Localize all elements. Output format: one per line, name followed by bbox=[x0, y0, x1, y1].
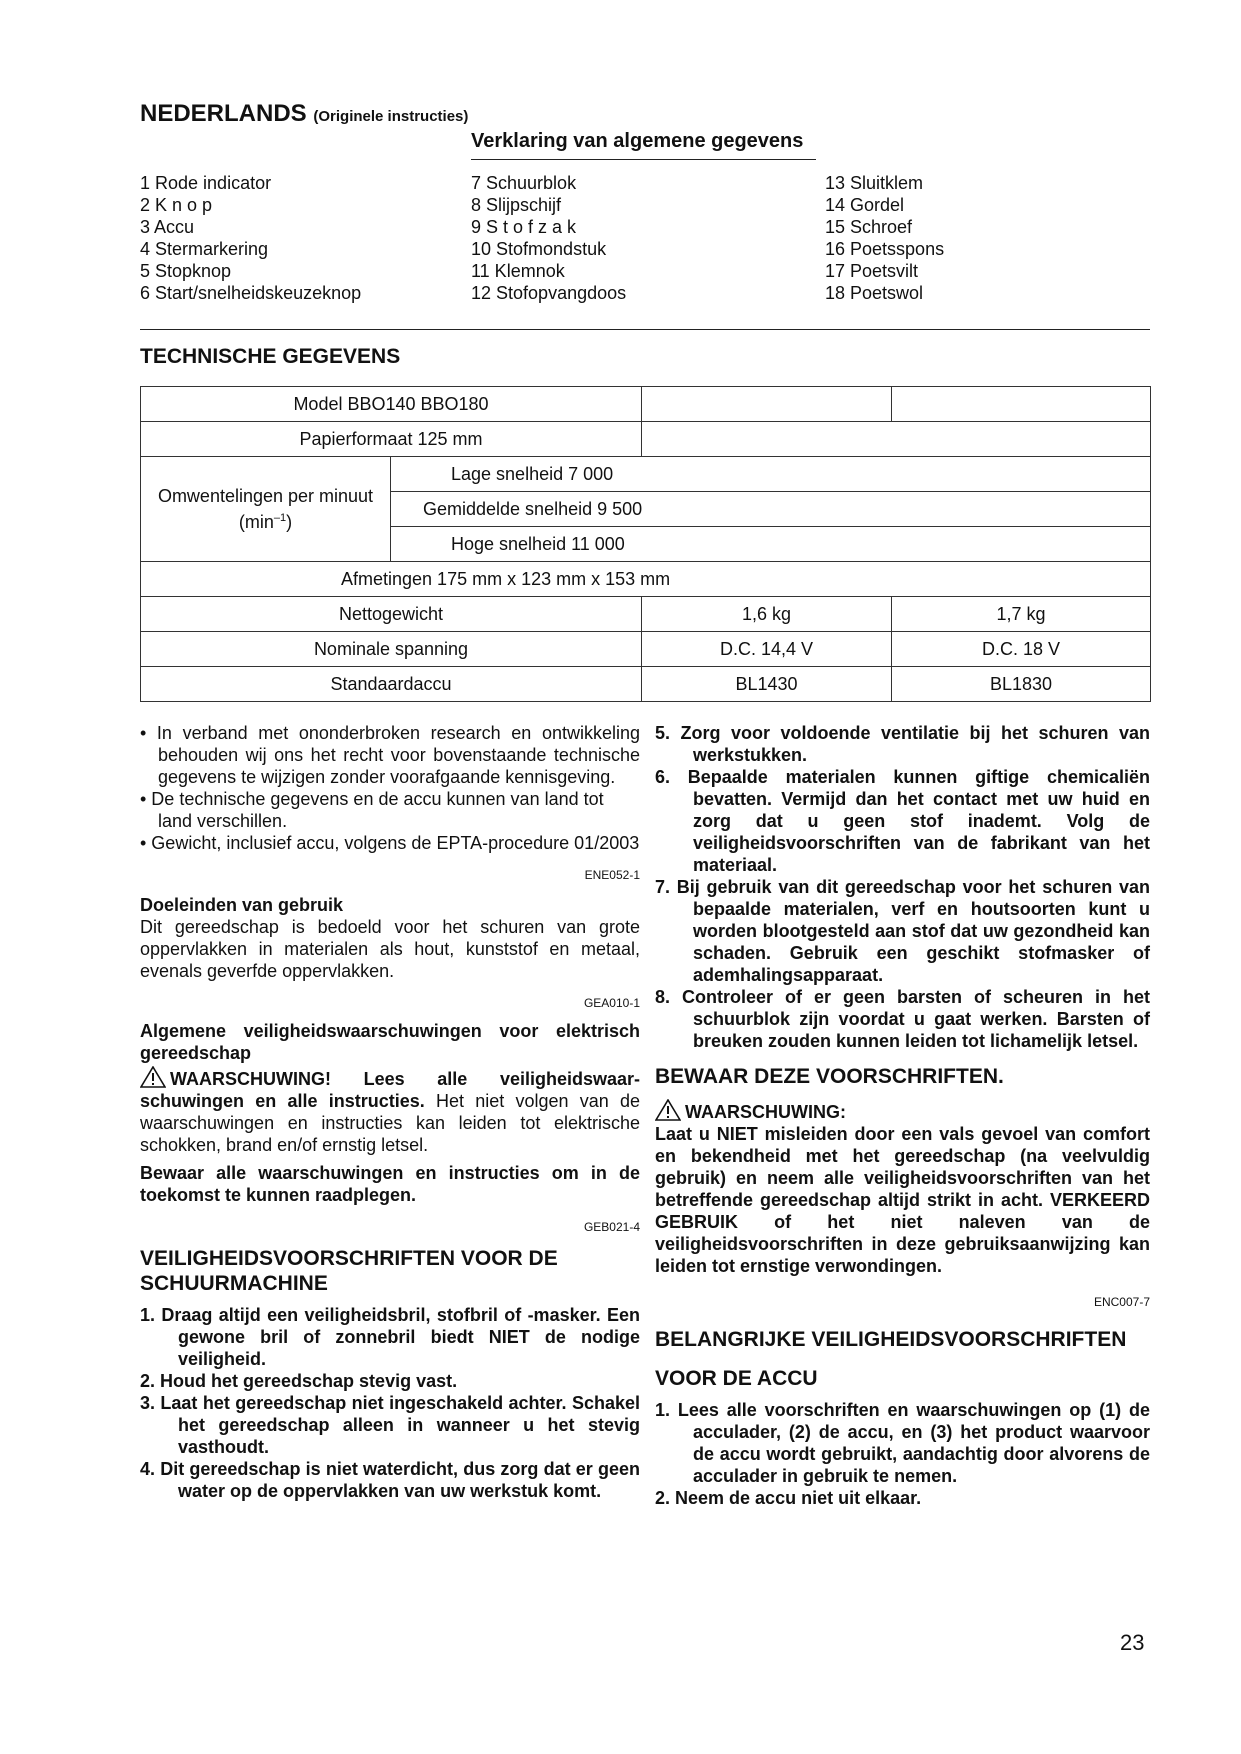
part-item: 11 Klemnok bbox=[471, 261, 565, 281]
parts-list-col-1 bbox=[140, 172, 361, 304]
list-item: 7. Bij gebruik van dit gereedschap voor het schuren van bepaalde materialen, verf en houtsoorten kunt u worden blootgesteld aan stof dat uw gezondheid kan schaden. Gebruik een geschikt stofmasker of ademhalingsapparaat. bbox=[655, 877, 1150, 985]
table-row bbox=[141, 597, 1151, 632]
table-row bbox=[141, 562, 1151, 597]
general-warning bbox=[140, 1066, 640, 1156]
sander-safety-heading: VEILIGHEIDSVOORSCHRIFTEN VOOR DE SCHUURMACHINE bbox=[140, 1247, 558, 1295]
spec-voltage-2: D.C. 18 V bbox=[892, 632, 1151, 667]
keep-instructions: Bewaar alle waarschuwingen en instructies om in de toekomst te kunnen raadplegen. bbox=[140, 1163, 640, 1205]
section-divider bbox=[140, 329, 1150, 330]
list-item: 1. Draag altijd een veiligheidsbril, stofbril of -masker. Een gewone bril of zonnebril biedt NIET de nodige veiligheid. bbox=[140, 1305, 640, 1369]
doc-code: ENC007-7 bbox=[1093, 1295, 1150, 1309]
rpm-unit: (min bbox=[238, 512, 274, 532]
part-item: 14 Gordel bbox=[825, 195, 905, 215]
part-item: 1 Rode indicator bbox=[140, 173, 272, 193]
table-row bbox=[141, 667, 1151, 702]
part-item: 8 Slijpschijf bbox=[471, 195, 562, 215]
spec-voltage-1: D.C. 14,4 V bbox=[642, 632, 892, 667]
table-row bbox=[141, 387, 1151, 422]
part-item: 18 Poetswol bbox=[825, 283, 924, 303]
save-instructions-heading: BEWAAR DEZE VOORSCHRIFTEN. bbox=[655, 1065, 1004, 1088]
use-text: Dit gereedschap is bedoeld voor het schuren van grote oppervlakken in materialen als hout, kunststof en metaal, evenals geverfde oppervlakken. bbox=[140, 917, 640, 981]
left-column bbox=[140, 722, 640, 1502]
spec-weight-1: 1,6 kg bbox=[642, 597, 892, 632]
warning-bold-text: WAARSCHUWING! Lees alle veiligheidswaar-schuwingen en alle instructies. bbox=[140, 1069, 640, 1111]
part-item: 16 Poetsspons bbox=[825, 239, 945, 259]
spec-rpm-label bbox=[141, 457, 391, 562]
language-label: NEDERLANDS bbox=[140, 100, 307, 127]
spec-dimensions: Afmetingen 175 mm x 123 mm x 153 mm bbox=[141, 562, 1151, 597]
spec-note-2: • De technische gegevens en de accu kunnen van land tot land verschillen. bbox=[140, 789, 604, 831]
spec-battery-2: BL1830 bbox=[892, 667, 1151, 702]
spec-empty-cell bbox=[642, 422, 1151, 457]
spec-low-speed: Lage snelheid 7 000 bbox=[391, 457, 1151, 492]
spec-high-speed: Hoge snelheid 11 000 bbox=[391, 527, 1151, 562]
list-item: 8. Controleer of er geen barsten of scheuren in het schuurblok zijn voordat u gaat werken. Barsten of breuken zouden kunnen leiden tot lichamelijk letsel. bbox=[655, 987, 1150, 1051]
rpm-label: Omwentelingen per minuut bbox=[157, 486, 374, 506]
warning-text: Laat u NIET misleiden door een vals gevoel van comfort en bekendheid met het gereedschap (na veelvuldig gebruik) en neem alle veiligheidsvoorschriften van het betreffende gereedschap altijd strikt in acht. VERKEERD GEBRUIK of het niet naleven van de veiligheidsvoorschriften in deze gebruiksaanwijzing kan leiden tot ernstige verwondingen. bbox=[655, 1124, 1150, 1276]
spec-voltage-label: Nominale spanning bbox=[141, 632, 642, 667]
part-item: 6 Start/snelheidskeuzeknop bbox=[140, 283, 362, 303]
table-row bbox=[141, 422, 1151, 457]
doc-code: ENE052-1 bbox=[584, 868, 640, 882]
part-item: 17 Poetsvilt bbox=[825, 261, 919, 281]
spec-battery-label: Standaardaccu bbox=[141, 667, 642, 702]
part-item: 2 K n o p bbox=[140, 195, 213, 215]
parts-title: Verklaring van algemene gegevens bbox=[471, 130, 804, 152]
battery-safety-heading: BELANGRIJKE VEILIGHEIDSVOORSCHRIFTEN bbox=[655, 1328, 1127, 1351]
spec-mid-speed: Gemiddelde snelheid 9 500 bbox=[391, 492, 1151, 527]
battery-safety-heading-2: VOOR DE ACCU bbox=[655, 1367, 818, 1390]
language-title bbox=[140, 100, 468, 128]
part-item: 12 Stofopvangdoos bbox=[471, 283, 627, 303]
part-item: 7 Schuurblok bbox=[471, 173, 577, 193]
spec-weight-label: Nettogewicht bbox=[141, 597, 642, 632]
warning-text: Het niet volgen van de waarschuwingen en instructies kan leiden tot elektrische schokken, brand en/of ernstig letsel. bbox=[140, 1091, 640, 1155]
spec-note-1: • In verband met ononderbroken research en ontwikkeling behouden wij ons het recht voor bovenstaande technische gegevens te wijzigen zonder voorafgaande kennisgeving. bbox=[140, 723, 640, 787]
warning-triangle-icon bbox=[655, 1099, 681, 1121]
warning-label bbox=[655, 1099, 1150, 1123]
spec-empty-cell bbox=[642, 387, 892, 422]
list-item: 6. Bepaalde materialen kunnen giftige chemicaliën bevatten. Vermijd dan het contact met uw huid en zorg dat u geen stof inademt. Volg de veiligheidsvoorschriften van de fabrikant van het materiaal. bbox=[655, 767, 1150, 875]
list-item: 3. Laat het gereedschap niet ingeschakeld achter. Schakel het gereedschap alleen in wanneer u het stevig vasthoudt. bbox=[140, 1393, 640, 1457]
part-item: 5 Stopknop bbox=[140, 261, 232, 281]
spec-note-3: • Gewicht, inclusief accu, volgens de EPTA-procedure 01/2003 bbox=[140, 833, 640, 853]
right-column bbox=[655, 722, 1150, 1509]
battery-rules bbox=[655, 1399, 1150, 1509]
table-row bbox=[141, 632, 1151, 667]
part-item: 4 Stermarkering bbox=[140, 239, 269, 259]
parts-list-col-2 bbox=[471, 172, 626, 304]
part-item: 3 Accu bbox=[140, 217, 195, 237]
spec-battery-1: BL1430 bbox=[642, 667, 892, 702]
spec-empty-cell bbox=[892, 387, 1151, 422]
spec-paper: Papierformaat 125 mm bbox=[141, 422, 642, 457]
page-number: 23 bbox=[1120, 1630, 1145, 1655]
part-item: 10 Stofmondstuk bbox=[471, 239, 607, 259]
spec-model: Model BBO140 BBO180 bbox=[141, 387, 642, 422]
list-item: 2. Neem de accu niet uit elkaar. bbox=[655, 1488, 922, 1508]
doc-code: GEA010-1 bbox=[583, 996, 640, 1010]
warning-triangle-icon bbox=[140, 1066, 166, 1088]
warning-label-text: WAARSCHUWING: bbox=[685, 1102, 846, 1122]
sander-rules-continued bbox=[655, 722, 1150, 1052]
list-item: 2. Houd het gereedschap stevig vast. bbox=[140, 1371, 458, 1391]
language-note: (Originele instructies) bbox=[313, 108, 469, 125]
use-heading: Doeleinden van gebruik bbox=[140, 895, 344, 915]
list-item: 5. Zorg voor voldoende ventilatie bij het schuren van werkstukken. bbox=[655, 723, 1150, 765]
list-item: 4. Dit gereedschap is niet waterdicht, dus zorg dat er geen water op de oppervlakken van uw werkstuk komt. bbox=[140, 1459, 640, 1501]
sander-rules bbox=[140, 1304, 640, 1502]
parts-list-col-3 bbox=[825, 172, 944, 304]
spec-weight-2: 1,7 kg bbox=[892, 597, 1151, 632]
spec-table bbox=[140, 386, 1151, 702]
general-warnings-heading: Algemene veiligheidswaarschuwingen voor elektrisch gereedschap bbox=[140, 1021, 640, 1063]
part-item: 13 Sluitklem bbox=[825, 173, 924, 193]
tech-heading: TECHNISCHE GEGEVENS bbox=[140, 345, 401, 368]
parts-title-underline bbox=[471, 159, 816, 160]
rpm-unit-exponent: –1 bbox=[273, 512, 287, 524]
part-item: 9 S t o f z a k bbox=[471, 217, 577, 237]
doc-code: GEB021-4 bbox=[583, 1220, 640, 1234]
rpm-unit-close: ) bbox=[286, 512, 293, 532]
list-item: 1. Lees alle voorschriften en waarschuwingen op (1) de acculader, (2) de accu, en (3) het product waarvoor de accu wordt gebruikt, aandachtig door alvorens de acculader in gebruik te nemen. bbox=[655, 1400, 1150, 1486]
part-item: 15 Schroef bbox=[825, 217, 913, 237]
table-row bbox=[141, 457, 1151, 492]
